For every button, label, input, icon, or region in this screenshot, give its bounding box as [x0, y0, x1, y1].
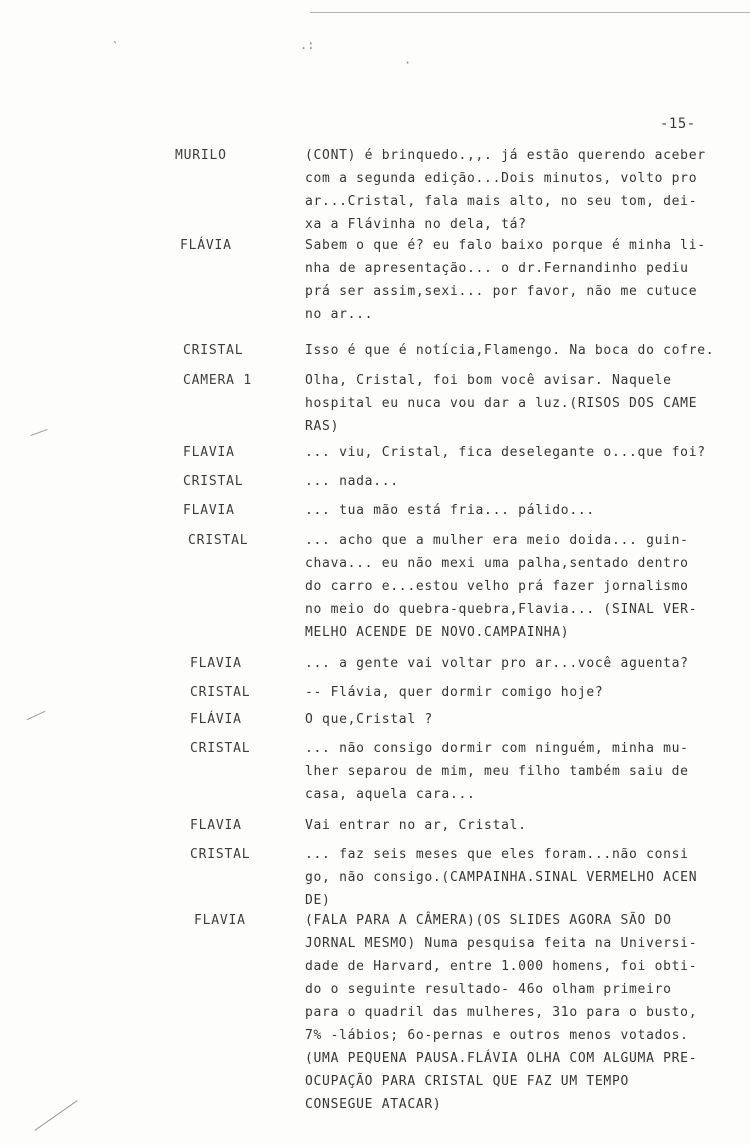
dialogue-line: -- Flávia, quer dormir comigo hoje? — [305, 685, 604, 700]
dialogue-line: Isso é que é notícia,Flamengo. Na boca do cofre. — [305, 343, 715, 358]
dialogue-line: casa, aquela cara... — [305, 787, 476, 802]
dialogue-line: dade de Harvard, entre 1.000 homens, foi obti- — [305, 959, 698, 974]
dialogue-line: hospital eu nuca vou dar a luz.(RISOS DOS CAME — [305, 396, 698, 411]
dialogue-line: com a segunda edição...Dois minutos, volto pro — [305, 171, 698, 186]
dialogue-line: Sabem o que é? eu falo baixo porque é minha li- — [305, 238, 706, 253]
speaker-name: FLAVIA — [190, 818, 242, 833]
dialogue-line: nha de apresentação... o dr.Fernandinho pediu — [305, 261, 689, 276]
dialogue-line: lher separou de mim, meu filho também saiu de — [305, 764, 689, 779]
dialogue-line: ... viu, Cristal, fica deselegante o...que foi? — [305, 445, 706, 460]
dialogue-line: no meio do quebra-quebra,Flavia... (SINAL VER- — [305, 602, 698, 617]
top-rule — [310, 12, 750, 13]
speaker-name: CRISTAL — [183, 474, 244, 489]
dialogue-line: do carro e...estou velho prá fazer jornalismo — [305, 579, 689, 594]
page-number: -15- — [660, 116, 696, 132]
dialogue-line: RAS) — [305, 419, 340, 434]
speaker-name: FLAVIA — [194, 913, 246, 928]
dialogue-line: do o seguinte resultado- 46o olham primeiro — [305, 982, 672, 997]
dialogue-line: O que,Cristal ? — [305, 712, 433, 727]
dialogue-line: ... faz seis meses que eles foram...não consi — [305, 847, 689, 862]
speaker-name: CAMERA 1 — [183, 373, 253, 388]
dialogue-line: ... não consigo dormir com ninguém, minha mu- — [305, 741, 689, 756]
dialogue-line: MELHO ACENDE DE NOVO.CAMPAINHA) — [305, 625, 570, 640]
speaker-name: FLAVIA — [183, 445, 235, 460]
dialogue-line: JORNAL MESMO) Numa pesquisa feita na Universi- — [305, 936, 698, 951]
dialogue-line: chava... eu não mexi uma palha,sentado dentro — [305, 556, 689, 571]
dialogue-line: ... tua mão está fria... pálido... — [305, 503, 595, 518]
margin-mark — [34, 1100, 77, 1131]
dialogue-line: go, não consigo.(CAMPAINHA.SINAL VERMELHO ACEN — [305, 870, 698, 885]
margin-mark — [27, 711, 46, 720]
speaker-name: FLÁVIA — [190, 712, 242, 727]
dialogue-line: ... nada... — [305, 474, 399, 489]
dialogue-line: no ar... — [305, 307, 374, 322]
speaker-name: CRISTAL — [190, 741, 251, 756]
speaker-name: CRISTAL — [188, 533, 249, 548]
speaker-name: FLAVIA — [183, 503, 235, 518]
speaker-name: CRISTAL — [190, 847, 251, 862]
dialogue-line: (FALA PARA A CÂMERA)(OS SLIDES AGORA SÃO DO — [305, 913, 672, 928]
dialogue-line: (CONT) é brinquedo.,,. já estão querendo aceber — [305, 148, 706, 163]
ink-speck: .: — [300, 38, 315, 52]
speaker-name: CRISTAL — [183, 343, 244, 358]
margin-mark — [30, 429, 47, 436]
speaker-name: CRISTAL — [190, 685, 251, 700]
dialogue-line: ar...Cristal, fala mais alto, no seu tom, dei- — [305, 194, 698, 209]
speaker-name: FLAVIA — [190, 656, 242, 671]
dialogue-line: ... acho que a mulher era meio doida... guin- — [305, 533, 689, 548]
dialogue-line: para o quadril das mulheres, 31o para o busto, — [305, 1005, 698, 1020]
speaker-name: FLÁVIA — [180, 238, 232, 253]
ink-speck: ` — [112, 40, 120, 54]
ink-speck: · — [404, 56, 412, 70]
dialogue-line: xa a Flávinha no dela, tá? — [305, 217, 527, 232]
speaker-name: MURILO — [175, 148, 227, 163]
dialogue-line: ... a gente vai voltar pro ar...você aguenta? — [305, 656, 689, 671]
dialogue-line: Vai entrar no ar, Cristal. — [305, 818, 527, 833]
dialogue-line: Olha, Cristal, foi bom você avisar. Naquele — [305, 373, 672, 388]
dialogue-line: 7% -lábios; 6o-pernas e outros menos votados. — [305, 1028, 689, 1043]
dialogue-line: DE) — [305, 893, 331, 908]
dialogue-line: prá ser assim,sexi... por favor, não me cutuce — [305, 284, 698, 299]
dialogue-line: OCUPAÇÃO PARA CRISTAL QUE FAZ UM TEMPO — [305, 1074, 630, 1089]
dialogue-line: CONSEGUE ATACAR) — [305, 1097, 442, 1112]
dialogue-line: (UMA PEQUENA PAUSA.FLÁVIA OLHA COM ALGUMA PRE- — [305, 1051, 698, 1066]
